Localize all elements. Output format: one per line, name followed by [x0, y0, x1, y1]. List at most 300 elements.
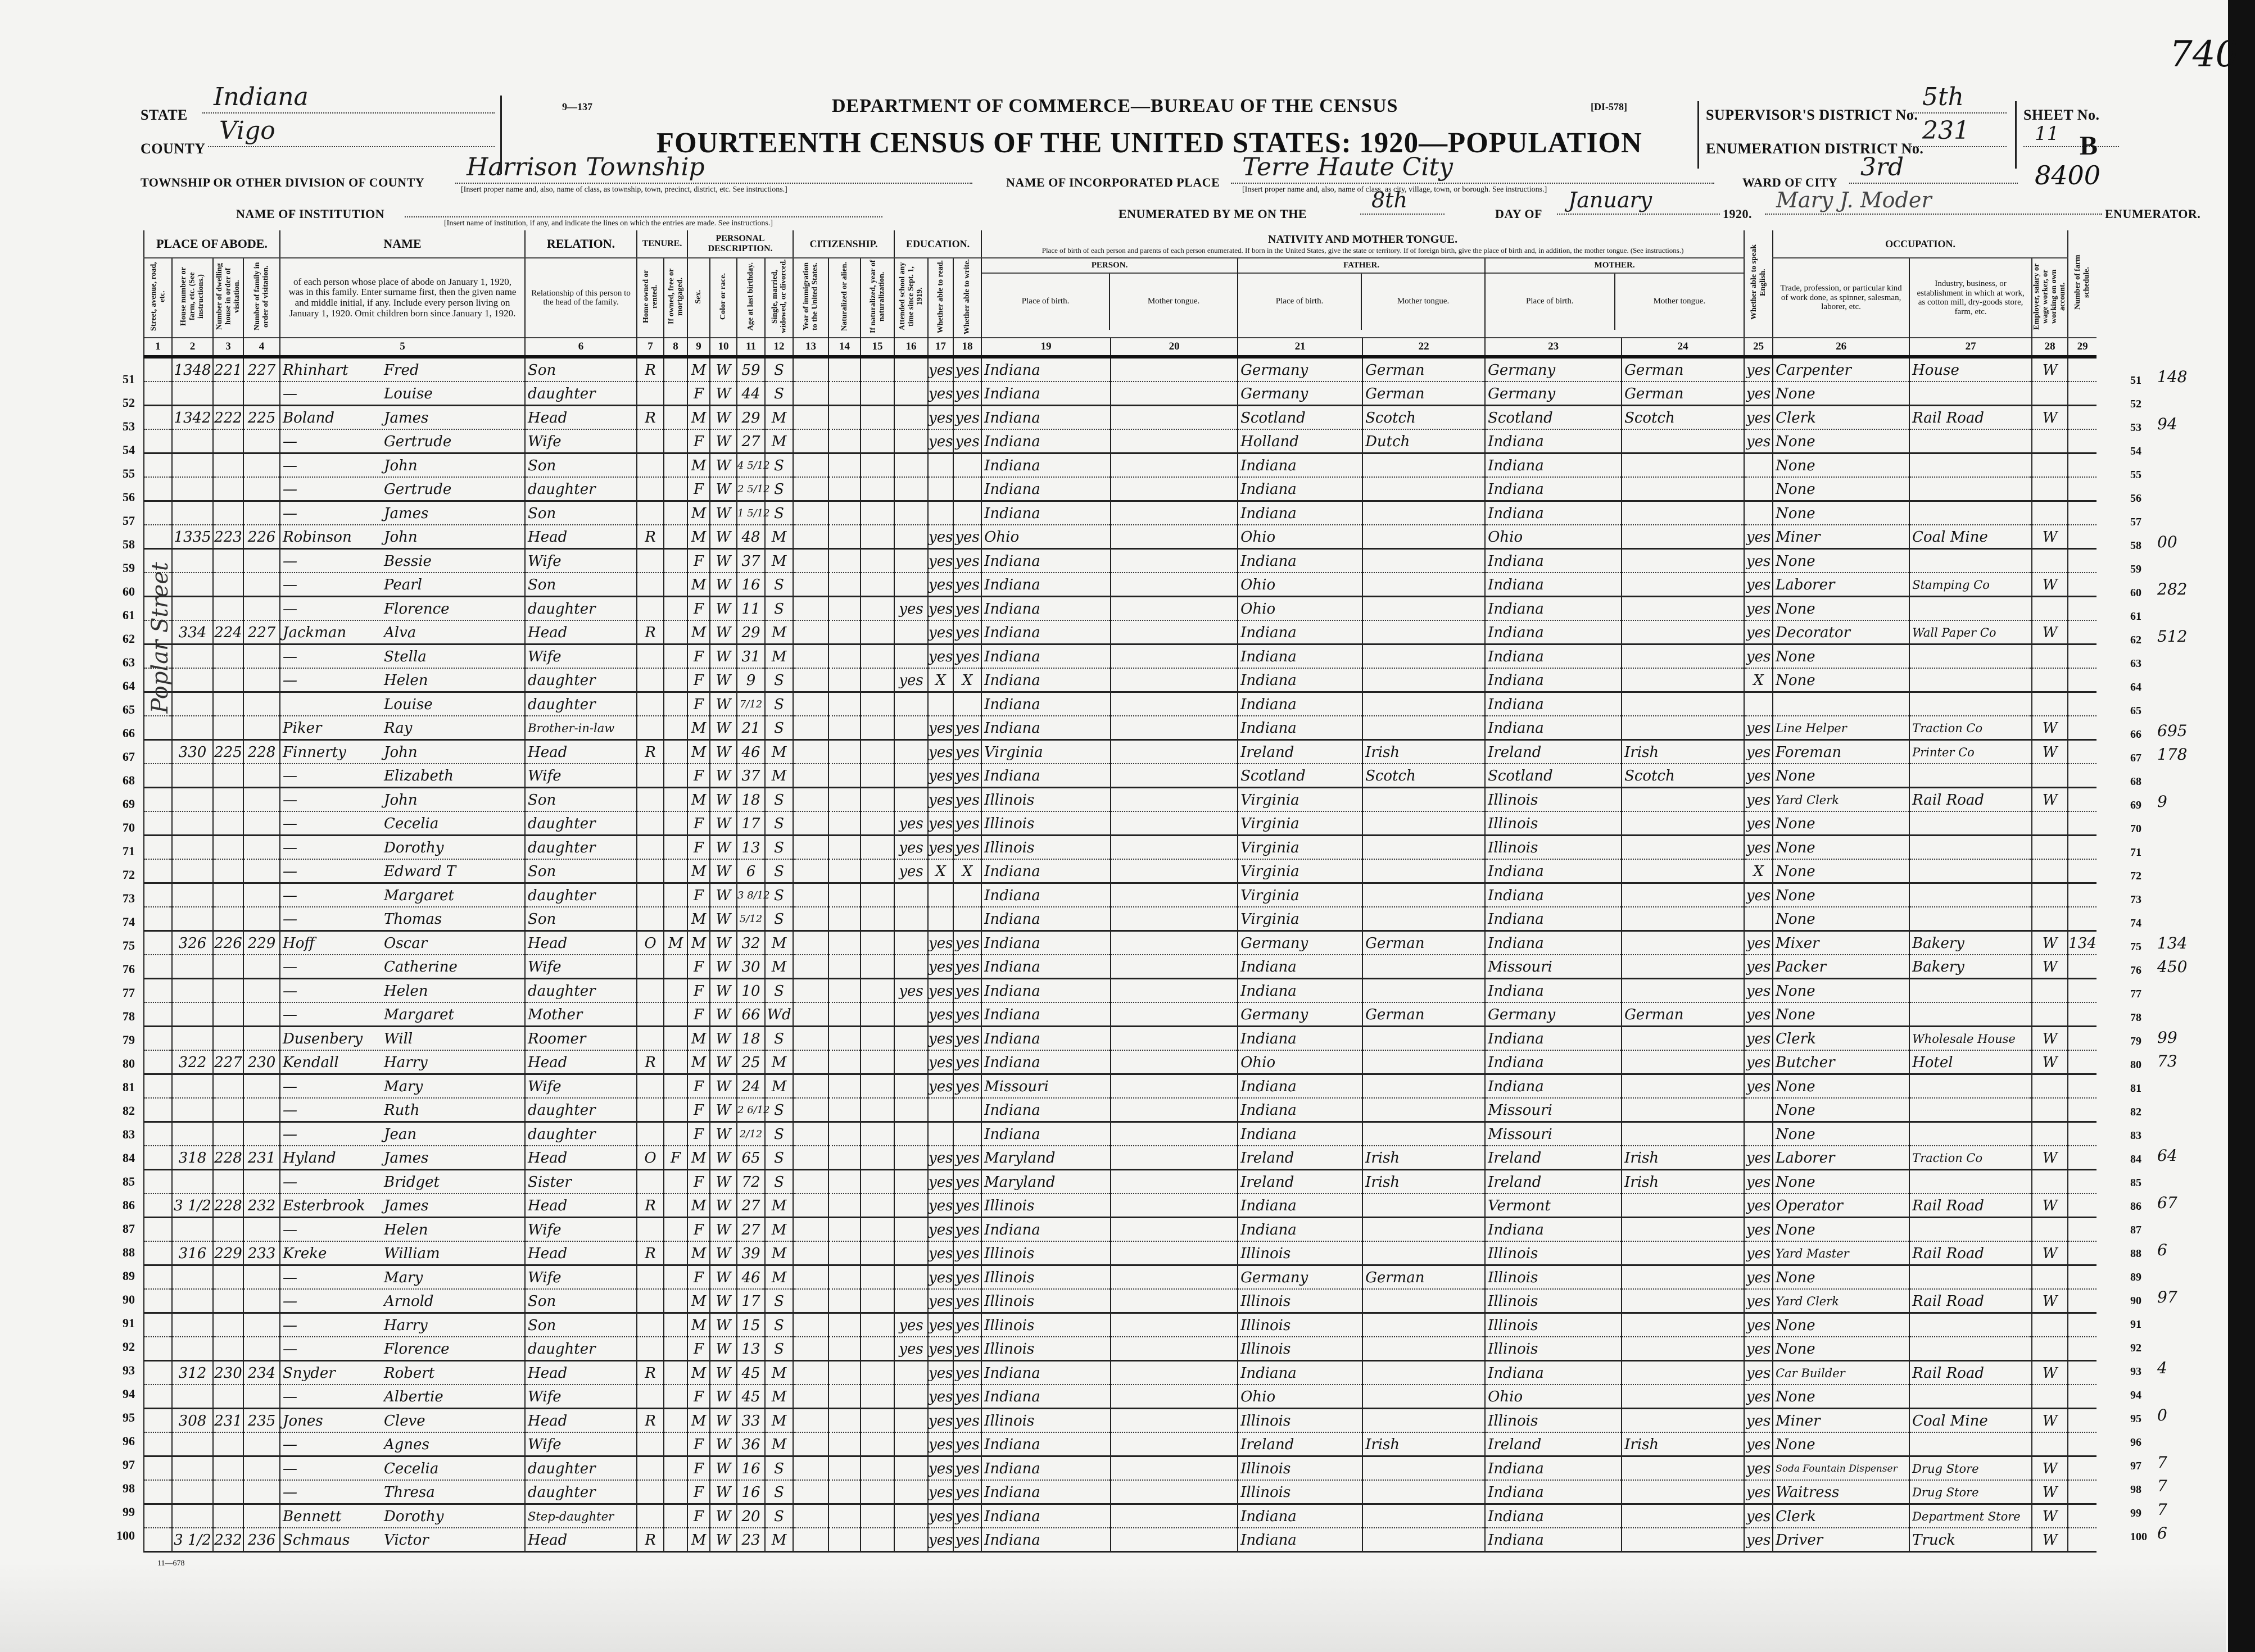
cell-col-15 [861, 1313, 894, 1337]
cell-col-1 [144, 1480, 172, 1504]
cell-col-20 [1111, 406, 1238, 430]
cell-col-27: Bakery [1909, 955, 2032, 979]
column-number-row [144, 338, 2096, 357]
cell-col-23: Indiana [1485, 1504, 1622, 1528]
cell-col-11: 4 5/12 [737, 453, 765, 478]
cell-col-21: Ireland [1238, 1146, 1362, 1170]
cell-col-9: M [687, 1409, 710, 1433]
cell-col-9: F [687, 883, 710, 907]
cell-col-23: Indiana [1485, 1361, 1622, 1385]
cell-col-28: W [2032, 1146, 2068, 1170]
given-name: Cecelia [384, 1460, 439, 1477]
cell-col-26: Clerk [1773, 406, 1909, 430]
cell-col-2 [172, 1265, 213, 1290]
cell-col-2: 334 [172, 620, 213, 645]
cell-col-8 [664, 357, 687, 382]
col-9-label: Sex. [694, 289, 703, 303]
cell-col-21: Indiana [1238, 1528, 1362, 1552]
cell-col-29 [2068, 788, 2096, 812]
cell-col-26: Butcher [1773, 1050, 1909, 1074]
cell-col-11: 29 [737, 406, 765, 430]
cell-col-29 [2068, 1050, 2096, 1074]
cell-col-15 [861, 1170, 894, 1194]
group-occupation: OCCUPATION. [1773, 230, 2068, 258]
cell-col-22 [1362, 1027, 1485, 1051]
cell-col-27 [1909, 1098, 2032, 1122]
cell-col-11: 30 [737, 955, 765, 979]
cell-col-15 [861, 931, 894, 955]
name-cell [280, 836, 525, 860]
cell-col-18 [953, 907, 981, 931]
cell-col-22: Irish [1362, 740, 1485, 764]
cell-col-29 [2068, 979, 2096, 1003]
surname: — [283, 1078, 298, 1095]
margin-note: 178 [2157, 745, 2188, 764]
given-name: James [384, 1197, 429, 1214]
col-26-label: Trade, profession, or particular kind of work done, as spinner, salesman, laborer, etc. [1780, 284, 1902, 312]
cell-col-8 [664, 1409, 687, 1433]
cell-col-28 [2032, 1170, 2068, 1194]
cell-col-20 [1111, 788, 1238, 812]
cell-col-13 [793, 525, 828, 549]
cell-col-15 [861, 1456, 894, 1481]
cell-col-11: 18 [737, 788, 765, 812]
cell-col-4 [243, 764, 280, 788]
cell-col-21: Illinois [1238, 1337, 1362, 1361]
group-relation: RELATION. [525, 230, 637, 258]
cell-col-19: Indiana [981, 1480, 1111, 1504]
cell-col-17: yes [928, 1193, 953, 1218]
cell-col-29 [2068, 1313, 2096, 1337]
cell-col-9: F [687, 645, 710, 669]
cell-col-21: Germany [1238, 357, 1362, 382]
cell-col-16: yes [894, 668, 928, 692]
ward-value: 3rd [1860, 153, 1904, 181]
name-cell [280, 740, 525, 764]
sheet-box [2015, 101, 2017, 169]
cell-col-17: yes [928, 716, 953, 740]
cell-col-26: Car Builder [1773, 1361, 1909, 1385]
cell-col-24 [1622, 716, 1744, 740]
cell-col-25: yes [1744, 1480, 1773, 1504]
cell-col-16 [894, 716, 928, 740]
table-row [144, 1432, 2096, 1456]
cell-col-9: F [687, 811, 710, 836]
cell-col-13 [793, 1480, 828, 1504]
cell-col-4: 231 [243, 1146, 280, 1170]
cell-col-8 [664, 1241, 687, 1265]
line-number-left: 83 [123, 1127, 135, 1141]
cell-col-9: F [687, 429, 710, 453]
cell-col-28 [2032, 645, 2068, 669]
cell-col-25: yes [1744, 549, 1773, 573]
cell-col-27 [1909, 859, 2032, 883]
cell-col-22 [1362, 979, 1485, 1003]
cell-col-14 [828, 1002, 861, 1027]
cell-col-29 [2068, 453, 2096, 478]
cell-col-28: W [2032, 1409, 2068, 1433]
cell-col-6: daughter [525, 477, 637, 501]
cell-col-6: Wife [525, 549, 637, 573]
cell-col-15 [861, 1050, 894, 1074]
cell-col-10: W [710, 477, 737, 501]
cell-col-15 [861, 1528, 894, 1552]
cell-col-20 [1111, 357, 1238, 382]
table-row [144, 645, 2096, 669]
cell-col-3: 230 [213, 1361, 243, 1385]
cell-col-11: 5/12 [737, 907, 765, 931]
cell-col-14 [828, 1193, 861, 1218]
cell-col-14 [828, 1027, 861, 1051]
cell-col-10: W [710, 740, 737, 764]
cell-col-1 [144, 1289, 172, 1313]
cell-col-11: 66 [737, 1002, 765, 1027]
line-number-right: 92 [2130, 1342, 2141, 1354]
given-name: John [384, 744, 418, 761]
cell-col-12: M [765, 1193, 793, 1218]
cell-col-20 [1111, 859, 1238, 883]
institution-field [405, 194, 882, 217]
cell-col-18: yes [953, 1170, 981, 1194]
cell-col-20 [1111, 1409, 1238, 1433]
cell-col-26 [1773, 692, 1909, 716]
cell-col-13 [793, 382, 828, 406]
column-description-row [144, 258, 2096, 338]
cell-col-11: 21 [737, 716, 765, 740]
cell-col-12: M [765, 955, 793, 979]
line-number-right: 66 [2130, 728, 2141, 741]
cell-col-19: Indiana [981, 1456, 1111, 1481]
cell-col-19: Indiana [981, 1098, 1111, 1122]
cell-col-6: Wife [525, 429, 637, 453]
col-17-header [928, 258, 953, 338]
table-row [144, 382, 2096, 406]
cell-col-3 [213, 597, 243, 621]
cell-col-24 [1622, 645, 1744, 669]
cell-col-16 [894, 1361, 928, 1385]
cell-col-27: Truck [1909, 1528, 2032, 1552]
cell-col-24 [1622, 525, 1744, 549]
line-number-right: 77 [2130, 988, 2141, 1000]
cell-col-26: None [1773, 1170, 1909, 1194]
table-row [144, 716, 2096, 740]
cell-col-25: yes [1744, 836, 1773, 860]
cell-col-14 [828, 1313, 861, 1337]
cell-col-27 [1909, 597, 2032, 621]
cell-col-19: Indiana [981, 1002, 1111, 1027]
cell-col-8: M [664, 931, 687, 955]
cell-col-18: yes [953, 931, 981, 955]
cell-col-23: Indiana [1485, 1027, 1622, 1051]
cell-col-9: M [687, 859, 710, 883]
cell-col-7 [637, 501, 664, 525]
cell-col-24 [1622, 549, 1744, 573]
cell-col-21: Indiana [1238, 620, 1362, 645]
line-number-right: 70 [2130, 823, 2141, 835]
name-cell [280, 501, 525, 525]
department-heading: DEPARTMENT OF COMMERCE—BUREAU OF THE CENSUS [832, 96, 1398, 116]
cell-col-10: W [710, 645, 737, 669]
cell-col-12: S [765, 501, 793, 525]
cell-col-27 [1909, 1385, 2032, 1409]
cell-col-3 [213, 382, 243, 406]
cell-col-6: Sister [525, 1170, 637, 1194]
cell-col-9: M [687, 1313, 710, 1337]
cell-col-12: M [765, 764, 793, 788]
cell-col-21: Indiana [1238, 645, 1362, 669]
cell-col-22 [1362, 907, 1485, 931]
cell-col-13 [793, 1385, 828, 1409]
cell-col-18: yes [953, 645, 981, 669]
cell-col-2 [172, 573, 213, 597]
cell-col-9: F [687, 1456, 710, 1481]
enumeration-field [1911, 116, 2007, 147]
cell-col-3 [213, 1074, 243, 1099]
cell-col-3 [213, 1218, 243, 1242]
cell-col-10: W [710, 1409, 737, 1433]
cell-col-20 [1111, 477, 1238, 501]
cell-col-19: Indiana [981, 573, 1111, 597]
cell-col-20 [1111, 979, 1238, 1003]
cell-col-7 [637, 1265, 664, 1290]
col-21-label: Place of birth. [1275, 297, 1324, 306]
cell-col-23: Missouri [1485, 1122, 1622, 1146]
cell-col-26: None [1773, 811, 1909, 836]
cell-col-18: yes [953, 573, 981, 597]
cell-col-17: yes [928, 836, 953, 860]
cell-col-15 [861, 1289, 894, 1313]
cell-col-4: 230 [243, 1050, 280, 1074]
cell-col-8 [664, 859, 687, 883]
name-cell [280, 406, 525, 430]
cell-col-24: Scotch [1622, 406, 1744, 430]
township-value: Harrison Township [467, 153, 705, 181]
table-row [144, 1170, 2096, 1194]
cell-col-2 [172, 1289, 213, 1313]
cell-col-13 [793, 1122, 828, 1146]
surname: Jones [283, 1413, 323, 1429]
group-name: NAME [280, 230, 525, 258]
cell-col-18: yes [953, 1218, 981, 1242]
cell-col-22 [1362, 692, 1485, 716]
cell-col-10: W [710, 692, 737, 716]
given-name: Thomas [384, 911, 442, 928]
cell-col-16 [894, 1098, 928, 1122]
name-cell [280, 931, 525, 955]
cell-col-11: 13 [737, 1337, 765, 1361]
cell-col-16 [894, 501, 928, 525]
sheet-value: 11 [2035, 122, 2059, 145]
col-3-header [213, 258, 243, 338]
group-citizenship: CITIZENSHIP. [793, 230, 894, 258]
cell-col-12: S [765, 1146, 793, 1170]
cell-col-14 [828, 836, 861, 860]
margin-note: 6 [2157, 1524, 2167, 1542]
cell-col-23: Indiana [1485, 931, 1622, 955]
cell-col-12: M [765, 1409, 793, 1433]
name-cell [280, 1480, 525, 1504]
cell-col-12: S [765, 788, 793, 812]
surname: — [283, 839, 298, 856]
cell-col-14 [828, 1218, 861, 1242]
cell-col-21: Germany [1238, 1002, 1362, 1027]
cell-col-16 [894, 573, 928, 597]
name-cell [280, 1027, 525, 1051]
given-name: Louise [384, 696, 433, 713]
cell-col-17: yes [928, 1337, 953, 1361]
cell-col-24 [1622, 597, 1744, 621]
cell-col-12: M [765, 740, 793, 764]
given-name: Bessie [384, 553, 432, 570]
col-12-header [765, 258, 793, 338]
cell-col-2 [172, 859, 213, 883]
cell-col-2 [172, 429, 213, 453]
col-13-header [793, 258, 828, 338]
cell-col-7 [637, 1432, 664, 1456]
cell-col-12: S [765, 453, 793, 478]
cell-col-14 [828, 1432, 861, 1456]
cell-col-6: daughter [525, 883, 637, 907]
surname: — [283, 768, 298, 784]
margin-note: 73 [2157, 1052, 2177, 1070]
cell-col-29 [2068, 357, 2096, 382]
cell-col-24 [1622, 1050, 1744, 1074]
district-box [1697, 101, 1699, 169]
cell-col-26: Laborer [1773, 1146, 1909, 1170]
cell-col-17: yes [928, 740, 953, 764]
cell-col-19: Illinois [981, 1313, 1111, 1337]
cell-col-19: Indiana [981, 931, 1111, 955]
line-number-right: 98 [2130, 1483, 2141, 1496]
cell-col-28 [2032, 1074, 2068, 1099]
cell-col-14 [828, 1170, 861, 1194]
cell-col-25: X [1744, 859, 1773, 883]
cell-col-18: yes [953, 1504, 981, 1528]
cell-col-23: Germany [1485, 1002, 1622, 1027]
surname: Boland [283, 410, 334, 426]
cell-col-2 [172, 883, 213, 907]
cell-col-19: Indiana [981, 1528, 1111, 1552]
cell-col-24 [1622, 883, 1744, 907]
cell-col-1 [144, 716, 172, 740]
cell-col-20 [1111, 955, 1238, 979]
cell-col-28: W [2032, 1456, 2068, 1481]
margin-note: 695 [2157, 721, 2188, 740]
line-number-left: 56 [123, 490, 135, 504]
cell-col-23: Indiana [1485, 859, 1622, 883]
cell-col-11: 45 [737, 1385, 765, 1409]
line-number-left: 84 [123, 1151, 135, 1165]
cell-col-9: F [687, 1504, 710, 1528]
cell-col-10: W [710, 788, 737, 812]
table-row [144, 1265, 2096, 1290]
cell-col-4: 227 [243, 620, 280, 645]
group-nativity [981, 230, 1744, 258]
cell-col-10: W [710, 907, 737, 931]
cell-col-16 [894, 788, 928, 812]
year: 1920. [1723, 207, 1752, 221]
cell-col-18: yes [953, 1193, 981, 1218]
cell-col-6: Wife [525, 645, 637, 669]
enumerated-day-field [1360, 188, 1445, 215]
cell-col-15 [861, 525, 894, 549]
cell-col-28 [2032, 836, 2068, 860]
cell-col-2: 1335 [172, 525, 213, 549]
cell-col-26: Yard Master [1773, 1241, 1909, 1265]
cell-col-29: 134 [2068, 931, 2096, 955]
cell-col-8 [664, 883, 687, 907]
cell-col-6: daughter [525, 811, 637, 836]
cell-col-27 [1909, 429, 2032, 453]
line-number-left: 70 [123, 820, 135, 834]
cell-col-8 [664, 477, 687, 501]
cell-col-26: Operator [1773, 1193, 1909, 1218]
cell-col-10: W [710, 1528, 737, 1552]
cell-col-25: yes [1744, 1456, 1773, 1481]
cell-col-4 [243, 788, 280, 812]
name-cell [280, 525, 525, 549]
surname: Jackman [283, 624, 347, 641]
cell-col-24 [1622, 955, 1744, 979]
cell-col-17: yes [928, 1289, 953, 1313]
cell-col-9: F [687, 1432, 710, 1456]
cell-col-24 [1622, 1289, 1744, 1313]
table-row [144, 955, 2096, 979]
cell-col-26: None [1773, 1002, 1909, 1027]
cell-col-15 [861, 740, 894, 764]
cell-col-4 [243, 501, 280, 525]
cell-col-3: 224 [213, 620, 243, 645]
state-field [202, 83, 495, 114]
cell-col-21: Indiana [1238, 453, 1362, 478]
line-number-left: 64 [123, 679, 135, 693]
cell-col-22 [1362, 859, 1485, 883]
cell-col-2: 318 [172, 1146, 213, 1170]
col-10-label: Color or race. [719, 273, 728, 320]
line-number-right: 83 [2130, 1129, 2141, 1142]
cell-col-15 [861, 955, 894, 979]
cell-col-6: Head [525, 525, 637, 549]
cell-col-18: yes [953, 1313, 981, 1337]
cell-col-3: 227 [213, 1050, 243, 1074]
cell-col-15 [861, 668, 894, 692]
cell-col-18: yes [953, 1265, 981, 1290]
cell-col-9: M [687, 1027, 710, 1051]
cell-col-24 [1622, 931, 1744, 955]
given-name: Dorothy [384, 839, 444, 856]
line-number-left: 76 [123, 962, 135, 976]
cell-col-2 [172, 477, 213, 501]
line-number-right: 84 [2130, 1153, 2141, 1165]
cell-col-26: None [1773, 477, 1909, 501]
cell-col-9: M [687, 740, 710, 764]
cell-col-20 [1111, 1313, 1238, 1337]
line-number-left: 90 [123, 1292, 135, 1306]
cell-col-25 [1744, 692, 1773, 716]
cell-col-20 [1111, 620, 1238, 645]
margin-note: 6 [2157, 1241, 2167, 1259]
cell-col-27: Traction Co [1909, 716, 2032, 740]
cell-col-16 [894, 1027, 928, 1051]
cell-col-18: yes [953, 955, 981, 979]
cell-col-4 [243, 1385, 280, 1409]
line-number-right: 89 [2130, 1271, 2141, 1283]
cell-col-21: Indiana [1238, 1027, 1362, 1051]
line-number-left: 91 [123, 1316, 135, 1330]
cell-col-1 [144, 1432, 172, 1456]
cell-col-17: yes [928, 1146, 953, 1170]
cell-col-19: Indiana [981, 1050, 1111, 1074]
